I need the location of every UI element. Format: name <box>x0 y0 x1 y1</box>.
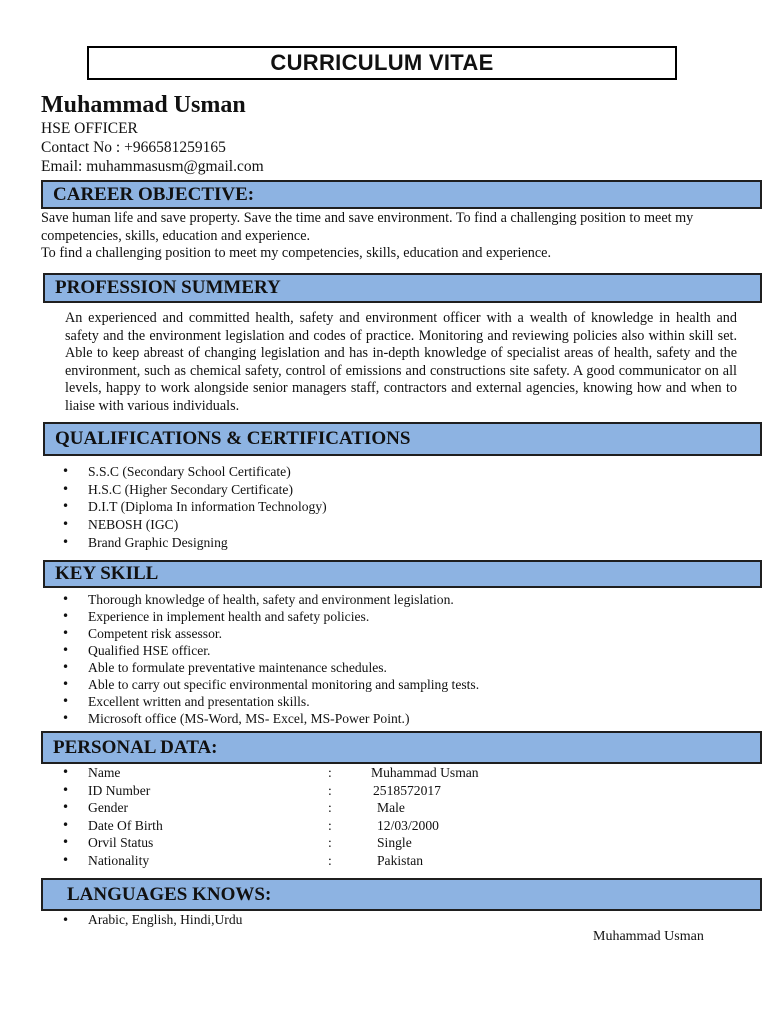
personal-data-label: Name <box>88 765 121 780</box>
personal-data-row <box>40 764 479 782</box>
key-skill-item: • Qualified HSE officer. <box>40 642 479 659</box>
personal-data-value: Male <box>377 800 405 816</box>
personal-data-row <box>40 817 479 835</box>
personal-data-label: Nationality <box>88 852 150 868</box>
key-skill-item: • Thorough knowledge of health, safety and environment legislation. <box>40 591 479 608</box>
email-address: Email: muhammasusm@gmail.com <box>41 158 264 175</box>
cv-title: CURRICULUM VITAE <box>87 46 677 80</box>
personal-data-value: 12/03/2000 <box>377 817 439 833</box>
qualification-item: • Brand Graphic Designing <box>40 534 327 552</box>
career-objective-text-2: To find a challenging position to meet my competencies, skills, education and experience. <box>41 245 552 261</box>
personal-data-separator: : <box>328 835 332 851</box>
qualification-item: • S.S.C (Secondary School Certificate) <box>40 463 327 481</box>
key-skill-list <box>40 591 479 727</box>
personal-data-row <box>40 852 479 870</box>
profession-summary-heading: PROFESSION SUMMERY <box>43 273 762 303</box>
personal-data-label: ID Number <box>88 782 151 798</box>
qualifications-list <box>40 463 327 552</box>
personal-data-row <box>40 782 479 800</box>
personal-data-value: Muhammad Usman <box>371 765 479 780</box>
profession-summary-text: An experienced and committed health, safety and environment officer with a wealth of knowledge in health and safety and the environment legislation and codes of practice. Monitoring and reviewing policies also within skill set. Able to keep abreast of changing legislation and has in-depth knowledge of specialist areas of health, safety and the environment, such as chemical safety, control of emissions and constructions site safety. A good communicator on all levels, happy to work alongside senior managers staff, contractors and external agencies, knowing how and when to liaise with various individuals. <box>65 310 737 414</box>
personal-data-separator: : <box>328 800 332 816</box>
personal-data-separator: : <box>328 782 332 798</box>
key-skill-item: • Competent risk assessor. <box>40 625 479 642</box>
qualification-item: • NEBOSH (IGC) <box>40 516 327 534</box>
personal-data-heading: PERSONAL DATA: <box>41 731 762 764</box>
qualification-item: • D.I.T (Diploma In information Technology) <box>40 498 327 516</box>
contact-number: Contact No : +966581259165 <box>41 139 226 156</box>
languages-list <box>40 911 242 929</box>
key-skill-item: • Excellent written and presentation skills. <box>40 693 479 710</box>
qualifications-heading: QUALIFICATIONS & CERTIFICATIONS <box>43 422 762 456</box>
position-title: HSE OFFICER <box>41 120 138 137</box>
key-skill-item: • Experience in implement health and safety policies. <box>40 608 479 625</box>
personal-data-label: Orvil Status <box>88 835 154 851</box>
signature-name: Muhammad Usman <box>593 929 704 944</box>
personal-data-label: Date Of Birth <box>88 817 163 833</box>
key-skill-item: • Able to carry out specific environmental monitoring and sampling tests. <box>40 676 479 693</box>
key-skill-item: • Microsoft office (MS-Word, MS- Excel, MS-Power Point.) <box>40 710 479 727</box>
career-objective-text: Save human life and save property. Save the time and save environment. To find a challenging position to meet my competencies, skills, education and experience. <box>41 210 694 244</box>
personal-data-row <box>40 799 479 817</box>
career-objective-heading: CAREER OBJECTIVE: <box>41 180 762 209</box>
personal-data-label: Gender <box>88 800 129 816</box>
personal-data-separator: : <box>328 817 332 833</box>
candidate-name: Muhammad Usman <box>41 92 246 118</box>
key-skill-heading: KEY SKILL <box>43 560 762 588</box>
qualification-item: • H.S.C (Higher Secondary Certificate) <box>40 481 327 499</box>
personal-data-value: 2518572017 <box>373 782 441 798</box>
personal-data-value: Pakistan <box>377 852 424 868</box>
personal-data-value: Single <box>377 835 412 851</box>
personal-data-list <box>40 764 479 870</box>
personal-data-separator: : <box>328 765 332 780</box>
language-item: • Arabic, English, Hindi,Urdu <box>40 911 242 929</box>
personal-data-separator: : <box>328 852 332 868</box>
personal-data-row <box>40 834 479 852</box>
key-skill-item: • Able to formulate preventative maintenance schedules. <box>40 659 479 676</box>
languages-heading: LANGUAGES KNOWS: <box>41 878 762 911</box>
